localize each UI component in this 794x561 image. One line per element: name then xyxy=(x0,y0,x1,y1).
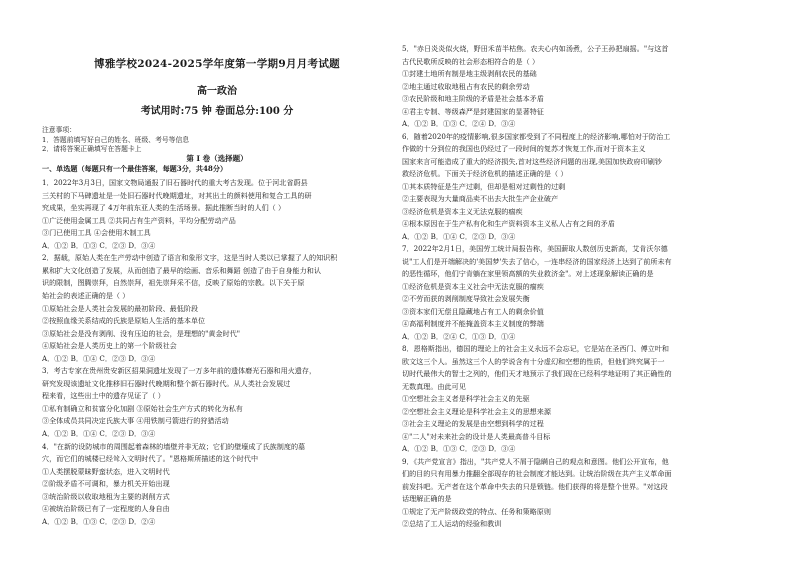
section-instruction: 一、单选题（每题只有一个最佳答案，每题3分，共48分） xyxy=(42,164,228,173)
question-line: 切时代最伟大的智士之列的，他们天才地预示了我们现在已经科学地证明了其正确性的 xyxy=(402,369,672,378)
exam-title: 博雅学校2024-2025学年度第一学期9月月考试题 xyxy=(94,58,340,70)
question-line: 8．恩格斯指出，德国的理论上的社会主义永远不会忘记，它是站在圣西门、傅立叶和 xyxy=(402,344,669,353)
question-line: 3．考古专家在贵州贵安新区招果洞遗址发现了一万多年前的遗体磨光石器和用火遗存， xyxy=(42,366,317,376)
question-line: ③经济危机是资本主义无法克服的痼疾 xyxy=(402,206,523,216)
question-line: A．①② B．①④ C．②③ D．③④ xyxy=(42,353,156,363)
question-line: 的恶性循环，他们宁肯躺在家里领高额的失业救济金"。对上述现象解读正确的是 xyxy=(402,269,654,278)
question-line: ③全体成员共同决定氏族大事 ④用铁制弓箭进行的狩猎活动 xyxy=(42,416,229,426)
question-line: ④君主专制、等级森严是封建国家的显著特征 xyxy=(402,106,544,116)
question-line: ②总结了工人运动的经验和教训 xyxy=(402,519,502,528)
question-line: 救经济危机。下面关于经济危机的描述正确的是（ ） xyxy=(402,169,568,178)
question-line: 6．随着2020年的疫情影响,很多国家都受到了不同程度上的经济影响,哪怕对于防治工 xyxy=(402,131,671,141)
question-line: 无数真理。由此可见 xyxy=(402,381,466,391)
question-line: ③原始社会是没有剥削、没有压迫的社会，是理想的"黄金时代" xyxy=(42,328,241,338)
question-line: ①广泛使用金属工具 ②共同占有生产资料，平均分配劳动产品 xyxy=(42,215,236,225)
section-title: 第 I 卷（选择题） xyxy=(186,154,248,163)
question-line: ①规定了无产阶级政党的特点、任务和策略原则 xyxy=(402,506,551,516)
question-line: ②空想社会主义理论是科学社会主义的思想来源 xyxy=(402,406,551,416)
note-item: 1．答题前填写好自己的姓名、班级、考号等信息 xyxy=(42,136,190,144)
question-line: 4．"在新的设防城市的周围起着森林的墙壁并非无故；它们的壁壕成了氏族制度的墓 xyxy=(42,441,306,451)
question-line: 们的目的只有用暴力推翻全部现存的社会制度才能达到。让统治阶级在共产主义革命面 xyxy=(402,469,672,478)
question-line: ④"二人"对未来社会的设计是人类最高普斗目标 xyxy=(402,431,551,441)
question-line: A．①② B．①③ C．②③ D．③④ xyxy=(402,444,516,453)
question-line: ②按照血缘关系结成的氏族是原始人生活的基本单位 xyxy=(42,316,206,326)
question-line: 研究发现该遗址文化推移旧石器时代晚期和整个新石器时代。从人类社会发展过 xyxy=(42,378,291,388)
question-line: ④原始社会是人类历史上的第一个阶级社会 xyxy=(42,341,177,351)
question-line: A．①② B．②④ C．①③ D．①④ xyxy=(402,331,516,341)
question-line: ③资本家们无偿且隐藏地占有工人的剩余价值 xyxy=(402,306,544,316)
question-line: A．①② B．①③ C．②③ D．③④ xyxy=(42,240,156,250)
question-line: 话理解正确的是 xyxy=(402,494,452,503)
question-line: ①其本质特征是生产过剩，但却是相对过剩性的过剩 xyxy=(402,181,566,191)
question-line: 国家来言可能造成了重大的经济损失,首对这些经济问题的出现,美国加快政府印刷钞 xyxy=(402,156,662,166)
exam-info: 考试用时:75 钟 卷面总分:100 分 xyxy=(140,106,294,117)
question-line: 欧文这三个人。虽然这三个人的学说含有十分虚幻和空想的性质，但他们终究属于一 xyxy=(402,356,665,366)
question-line: 古代民歌所反映的社会形态相符合的是（ ） xyxy=(402,56,540,66)
question-line: ③社会主义理论的发展是由空想到科学的过程 xyxy=(402,419,544,428)
question-line: ②地主通过收取地租占有农民的剩余劳动 xyxy=(402,81,530,91)
question-line: 2．据载，原始人类在生产劳动中创造了语言和象形文字，这是当时人类以已掌握了人的知识积 xyxy=(42,253,338,263)
question-line: ①封建土地所有制是地主级剥削农民的基础 xyxy=(402,69,537,78)
question-line: ①私有制确立和贫富分化加剧 ③原始社会生产方式的转化为私有 xyxy=(42,403,243,413)
question-line: 累和扩大文化创造了发展，从而创造了最早的绘画、音乐和舞蹈 创造了由于自身能力和认 xyxy=(42,265,321,275)
question-line: ④根本原因在于生产私有化和生产资料资本主义私人占有之间的矛盾 xyxy=(402,219,615,228)
question-line: A．①② B．①③ C．②③ D．②④ xyxy=(42,516,156,526)
question-line: ③门已使用工具 ④会使用木制工具 xyxy=(42,228,151,238)
question-line: 9．《共产党宣言》指出，"共产党人不屑于隐瞒自己的观点和意图。他们公开宣布，他 xyxy=(402,456,669,466)
question-line: ②阶级矛盾不可调和，暴力机关开始出现 xyxy=(42,479,170,489)
question-line: 作做的十分到位的我国也仍经过了一段时间的复苏才恢复工作,而对于资本主义 xyxy=(402,144,646,153)
question-line: ①人类摆脱蒙昧野蛮状态，进入文明时代 xyxy=(42,466,170,476)
question-line: A．①② B．①④ C．②③ D．③④ xyxy=(402,231,516,241)
question-line: 前发抖吧。无产者在这个革命中失去的只是锁链。他们获得的将是整个世界。"对这段 xyxy=(402,481,668,491)
question-line: ①空想社会主义者是科学社会主义的先驱 xyxy=(402,394,530,403)
question-line: 说"工人们是开端解决的'美国梦'失去了信心，一连串经济的国家经济上达到了前所未有 xyxy=(402,256,672,266)
question-line: ③统治阶级以收取地租为主要的剥削方式 xyxy=(42,491,170,501)
question-line: 始社会的表述正确的是（ ） xyxy=(42,290,130,300)
question-line: ②主要表现为大量商品卖不出去大批生产企业破产 xyxy=(402,194,559,203)
question-line: 1．2022年3月3日，国家文物局通报了旧石器时代的重大考古发现。位于河北省蔚县 xyxy=(42,178,308,187)
note-item: 2．请将答案正确填写在答题卡上 xyxy=(42,145,142,153)
question-line: A．①② B．①③ C．②④ D．③④ xyxy=(402,119,516,128)
question-line: A．①② B．①④ C．②③ D．③④ xyxy=(42,429,156,438)
question-line: 5．"赤日炎炎似火烧，野田禾苗半枯焦。农夫心内如汤煮，公子王孙把扇摇。"与这首 xyxy=(402,44,669,53)
question-line: 识的限制，图腾崇拜，自然崇拜，祖先崇拜采不信，反映了原始的宗教。以下关于原 xyxy=(42,278,305,288)
question-line: 究成果，坐实再现了 4万年前东亚人类的生活场景。据此推断当时的人们（ ） xyxy=(42,203,286,213)
question-line: 7．2022年2月1日，美国劳工统计局报告称，美国薪取人数创历史新高，艾肯沃尔德 xyxy=(402,244,668,253)
question-line: ④高福利制度并不能掩盖资本主义制度的弊端 xyxy=(402,319,544,328)
subject-title: 高一政治 xyxy=(197,86,237,97)
question-line: ①原始社会是人类社会发展的最初阶段、最低阶段 xyxy=(42,303,199,313)
question-line: ②不劳而获的剥削制度导致社会发展失衡 xyxy=(402,294,530,303)
question-line: 程来看，这些出土中的遗存见证了（ ） xyxy=(42,391,165,401)
question-line: 三关村的下马碑遗址是一处旧石器时代晚期遗址，对其出土的颜料使用和复合工具的研 xyxy=(42,190,312,200)
question-line: ③农民阶级和地主阶级的矛盾是社会基本矛盾 xyxy=(402,94,544,103)
question-line: 穴，而它们的城楼已经耸入文明时代了。"恩格斯所描述的这个时代中 xyxy=(42,454,259,464)
question-line: ④被统治阶级已有了一定程度的人身自由 xyxy=(42,504,170,514)
notes-heading: 注意事项： xyxy=(42,126,76,134)
question-line: ①经济危机是资本主义社会中无法克服的痼疾 xyxy=(402,281,544,291)
